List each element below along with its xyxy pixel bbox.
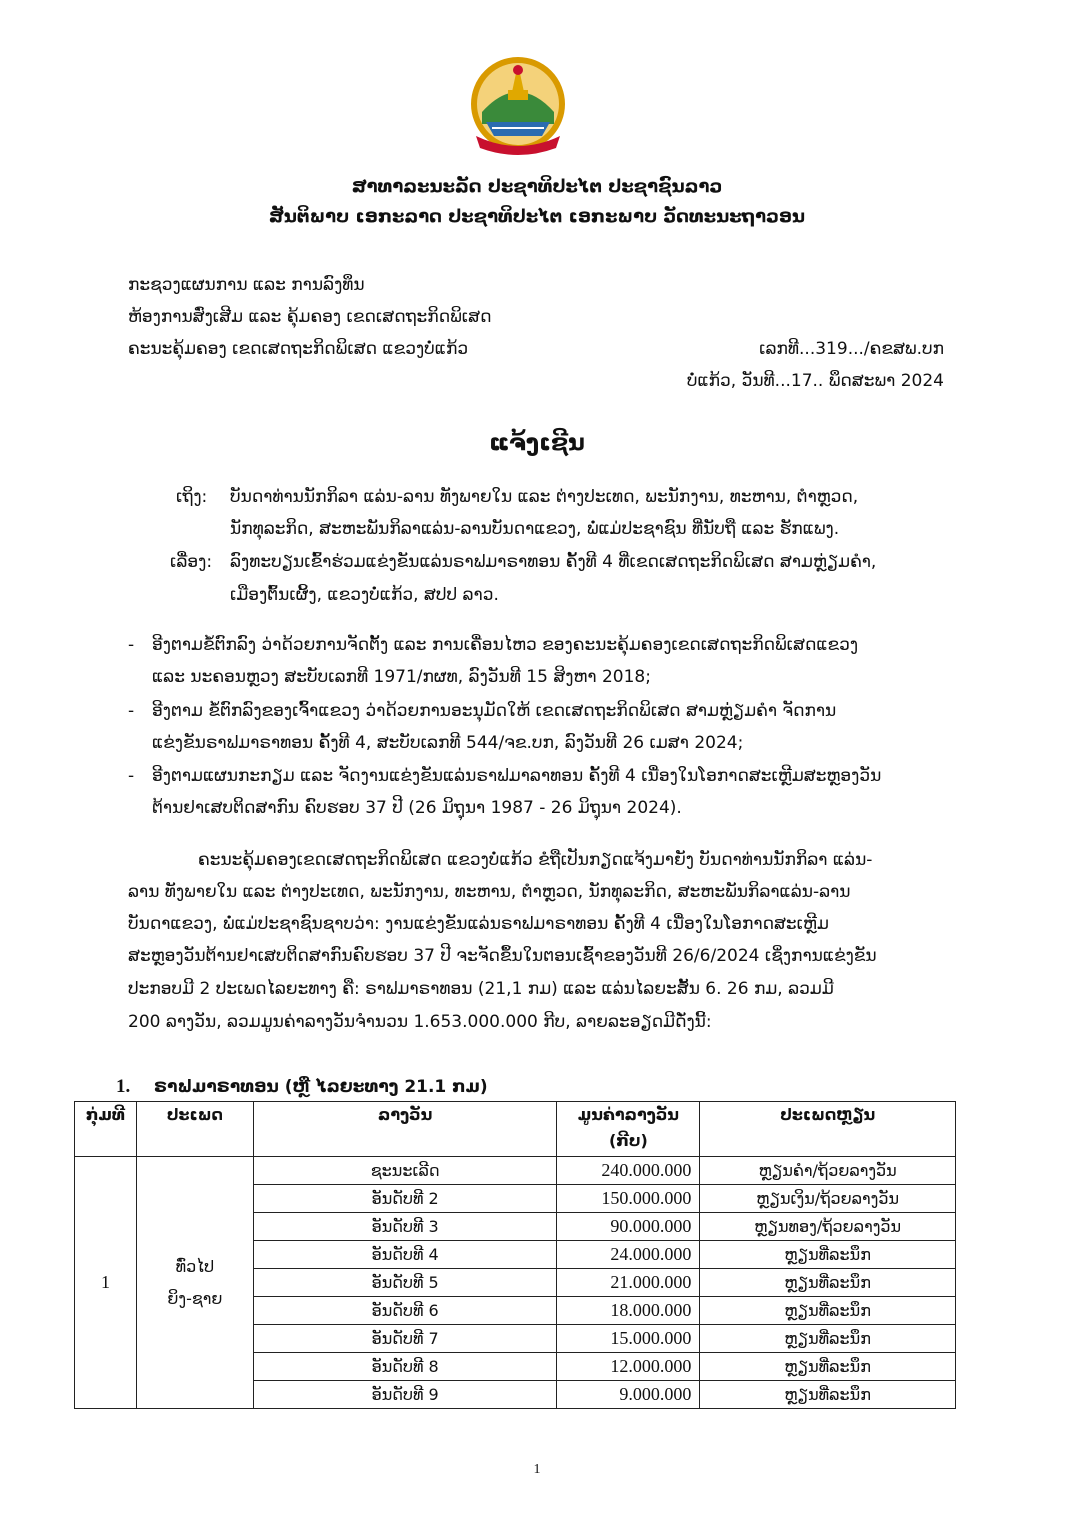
body-line: ບັນດາແຂວງ, ພໍ່ແມ່ປະຊາຊົນຊາບວ່າ: ງານແຂ່ງຂັນແລ່ນຣາຟມາຣາທອນ ຄັ້ງທີ 4 ເນື່ອງໃນໂອກາດສະເຫຼີມ <box>128 914 829 934</box>
page-number: 1 <box>533 1462 541 1477</box>
value-cell: 240.000.000 <box>557 1157 700 1185</box>
prize-cell: ອັນດັບທີ 8 <box>253 1353 557 1381</box>
value-cell: 12.000.000 <box>557 1353 700 1381</box>
subject-line: ລົງທະບຽນເຂົ້າຮ່ວມແຂ່ງຂັນແລ່ນຣາຟມາຣາທອນ ຄັ້ງທີ 4 ທີ່ເຂດເສດຖະກິດພິເສດ ສາມຫຼ່ຽມຄຳ, <box>230 552 877 572</box>
sender-ministry: ກະຊວງແຜນການ ແລະ ການລົງທຶນ <box>128 275 365 295</box>
medal-cell: ຫຼຽນທອງ/ຖ້ວຍລາງວັນ <box>700 1213 956 1241</box>
medal-cell: ຫຼຽນທີ່ລະນຶກ <box>700 1297 956 1325</box>
sender-committee: ຄະນະຄຸ້ມຄອງ ເຂດເສດຖະກິດພິເສດ ແຂວງບໍ່ແກ້ວ <box>128 339 469 359</box>
reference-item: ແລະ ນະຄອນຫຼວງ ສະບັບເລກທີ 1971/ກຜທ, ລົງວັນທີ 15 ສິງຫາ 2018; <box>152 667 651 687</box>
header-value: ມູນຄ່າລາງວັນ (ກີບ) <box>557 1102 700 1157</box>
body-line: ປະກອບມີ 2 ປະເພດໄລຍະທາງ ຄື: ຣາຟມາຣາທອນ (21,1 ກມ) ແລະ ແລ່ນໄລຍະສັ້ນ 6. 26 ກມ, ລວມມີ <box>128 979 834 999</box>
subject-label: ເລື່ອງ: <box>170 552 213 572</box>
reference-date: ບໍ່ແກ້ວ, ວັນທີ...17.. ພຶດສະພາ 2024 <box>686 371 944 391</box>
lao-national-emblem-icon <box>462 52 574 160</box>
subject-line: ເມືອງຕົ້ນເຜິ້ງ, ແຂວງບໍ່ແກ້ວ, ສປປ ລາວ. <box>230 585 499 605</box>
value-cell: 18.000.000 <box>557 1297 700 1325</box>
prize-cell: ຊະນະເລີດ <box>253 1157 557 1185</box>
prize-cell: ອັນດັບທີ 5 <box>253 1269 557 1297</box>
value-cell: 90.000.000 <box>557 1213 700 1241</box>
medal-cell: ຫຼຽນຄຳ/ຖ້ວຍລາງວັນ <box>700 1157 956 1185</box>
value-cell: 21.000.000 <box>557 1269 700 1297</box>
header-motto: ສັນຕິພາບ ເອກະລາດ ປະຊາທິປະໄຕ ເອກະພາບ ວັດທະນະຖາວອນ <box>268 206 806 227</box>
medal-cell: ຫຼຽນທີ່ລະນຶກ <box>700 1241 956 1269</box>
table-row <box>75 1157 956 1185</box>
header-country: ສາທາລະນະລັດ ປະຊາທິປະໄຕ ປະຊາຊົນລາວ <box>351 176 723 197</box>
medal-cell: ຫຼຽນທີ່ລະນຶກ <box>700 1353 956 1381</box>
header-group: ກຸ່ມທີ <box>75 1102 137 1157</box>
value-cell: 9.000.000 <box>557 1381 700 1409</box>
category-label: ທົ່ວໄປ <box>175 1256 215 1276</box>
sender-office: ຫ້ອງການສົ່ງເສີມ ແລະ ຄຸ້ມຄອງ ເຂດເສດຖະກິດພິເສດ <box>128 307 492 327</box>
body-line: 200 ລາງວັນ, ລວມມູນຄ່າລາງວັນຈຳນວນ 1.653.000.000 ກີບ, ລາຍລະອຽດມີດັ່ງນີ້: <box>128 1012 712 1032</box>
value-cell: 150.000.000 <box>557 1185 700 1213</box>
to-line: ບັນດາທ່ານນັກກິລາ ແລ່ນ-ລານ ທັງພາຍໃນ ແລະ ຕ່າງປະເທດ, ພະນັກງານ, ທະຫານ, ຕຳຫຼວດ, <box>230 487 859 507</box>
medal-cell: ຫຼຽນເງິນ/ຖ້ວຍລາງວັນ <box>700 1185 956 1213</box>
medal-cell: ຫຼຽນທີ່ລະນຶກ <box>700 1325 956 1353</box>
section-number: 1. <box>116 1076 131 1097</box>
category-label: ຍິງ-ຊາຍ <box>167 1288 223 1308</box>
document-title: ແຈ້ງເຊີນ <box>489 430 585 456</box>
reference-number: ເລກທີ...319.../ຄຂສພ.ບກ <box>759 339 944 359</box>
medal-cell: ຫຼຽນທີ່ລະນຶກ <box>700 1381 956 1409</box>
body-line: ລານ ທັງພາຍໃນ ແລະ ຕ່າງປະເທດ, ພະນັກງານ, ທະຫານ, ຕຳຫຼວດ, ນັກທຸລະກິດ, ສະຫະພັນກິລາແລ່ນ-ລານ <box>128 882 851 902</box>
prize-cell: ອັນດັບທີ 3 <box>253 1213 557 1241</box>
to-label: ເຖິງ: <box>176 487 208 507</box>
reference-item: ຕ້ານຢາເສບຕິດສາກົນ ຄົບຮອບ 37 ປີ (26 ມິຖຸນາ 1987 - 26 ມິຖຸນາ 2024). <box>152 798 682 818</box>
bullet-dash: - <box>128 701 135 721</box>
body-line: ຄະນະຄຸ້ມຄອງເຂດເສດຖະກິດພິເສດ ແຂວງບໍ່ແກ້ວ ຂໍຖືເປັນກຽດແຈ້ງມາຍັງ ບັນດາທ່ານນັກກິລາ ແລ່ນ- <box>198 850 873 870</box>
reference-item: ອີງຕາມແຜນກະກຽມ ແລະ ຈັດງານແຂ່ງຂັນແລ່ນຣາຟມາລາທອນ ຄັ້ງທີ 4 ເນື່ອງໃນໂອກາດສະເຫຼີມສະຫຼອງວັນ <box>152 766 882 786</box>
bullet-dash: - <box>128 635 135 655</box>
section-title: ຣາຟມາຣາທອນ (ຫຼື ໄລຍະທາງ 21.1 ກມ) <box>154 1077 488 1097</box>
header-category: ປະເພດ <box>136 1102 253 1157</box>
prize-cell: ອັນດັບທີ 2 <box>253 1185 557 1213</box>
header-prize: ລາງວັນ <box>253 1102 557 1157</box>
value-cell: 15.000.000 <box>557 1325 700 1353</box>
medal-cell: ຫຼຽນທີ່ລະນຶກ <box>700 1269 956 1297</box>
prize-cell: ອັນດັບທີ 7 <box>253 1325 557 1353</box>
prize-cell: ອັນດັບທີ 9 <box>253 1381 557 1409</box>
reference-item: ອີງຕາມຂໍ້ຕົກລົງ ວ່າດ້ວຍການຈັດຕັ້ງ ແລະ ການເຄື່ອນໄຫວ ຂອງຄະນະຄຸ້ມຄອງເຂດເສດຖະກິດພິເສດແຂວງ <box>152 635 859 655</box>
reference-item: ແຂ່ງຂັນຣາຟມາຣາທອນ ຄັ້ງທີ 4, ສະບັບເລກທີ 544/ຈຂ.ບກ, ລົງວັນທີ 26 ເມສາ 2024; <box>152 733 744 753</box>
bullet-dash: - <box>128 766 135 786</box>
prize-cell: ອັນດັບທີ 6 <box>253 1297 557 1325</box>
group-cell: 1 <box>75 1157 137 1409</box>
prize-cell: ອັນດັບທີ 4 <box>253 1241 557 1269</box>
reference-item: ອີງຕາມ ຂໍ້ຕົກລົງຂອງເຈົ້າແຂວງ ວ່າດ້ວຍການອະນຸມັດໃຫ້ ເຂດເສດຖະກິດພິເສດ ສາມຫຼ່ຽມຄຳ ຈັດການ <box>152 701 837 721</box>
category-cell <box>136 1157 253 1409</box>
header-medal: ປະເພດຫຼຽນ <box>700 1102 956 1157</box>
prize-table <box>74 1101 956 1409</box>
value-cell: 24.000.000 <box>557 1241 700 1269</box>
table-header-row <box>75 1102 956 1157</box>
to-line: ນັກທຸລະກິດ, ສະຫະພັນກິລາແລ່ນ-ລານບັນດາແຂວງ, ພໍ່ແມ່ປະຊາຊົນ ທີ່ນັບຖື ແລະ ຮັກແພງ. <box>230 519 840 539</box>
body-line: ສະຫຼອງວັນຕ້ານຢາເສບຕິດສາກົນຄົບຮອບ 37 ປີ ຈະຈັດຂຶ້ນໃນຕອນເຊົ້າຂອງວັນທີ 26/6/2024 ເຊິ່ງການແຂ່ງຂັນ <box>128 946 877 966</box>
